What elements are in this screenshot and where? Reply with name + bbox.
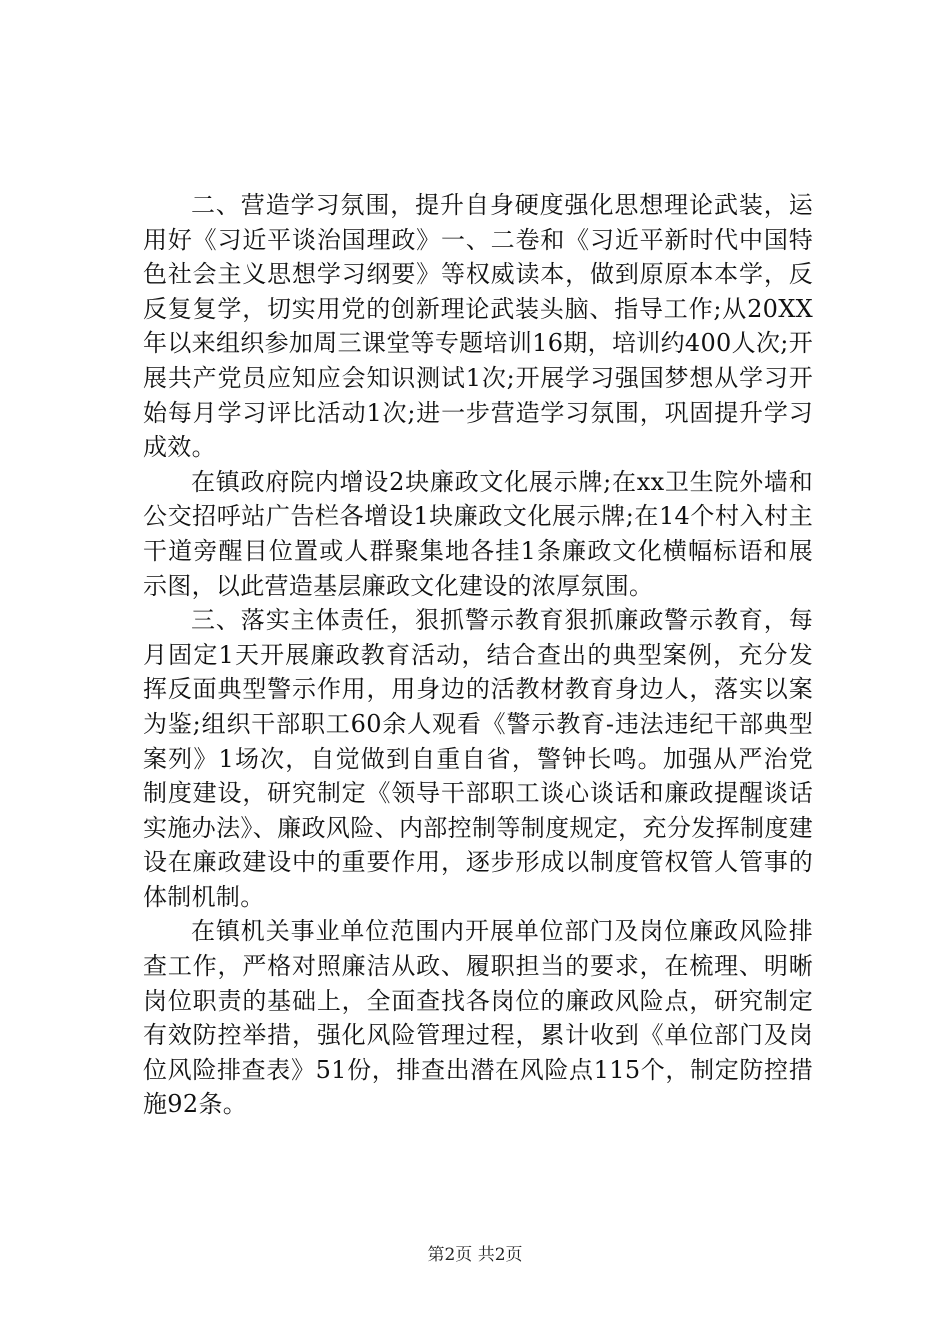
paragraph-learning-atmosphere: 二、营造学习氛围，提升自身硬度强化思想理论武装，运用好《习近平谈治国理政》一、二卷和《习近平新时代中国特色社会主义思想学习纲要》等权威读本，做到原原本本学，反反复复学，切实用党的创新理论武装头脑、指导工作;从20XX年以来组织参加周三课堂等专题培训16期，培训约400人次;开展共产党员应知应会知识测试1次;开展学习强国梦想从学习开始每月学习评比活动1次;进一步营造学习氛围，巩固提升学习成效。: [143, 191, 813, 462]
document-body: [143, 188, 813, 1122]
paragraph-culture-boards: 在镇政府院内增设2块廉政文化展示牌;在xx卫生院外墙和公交招呼站广告栏各增设1块廉政文化展示牌;在14个村入村主干道旁醒目位置或人群聚集地各挂1条廉政文化横幅标语和展示图，以此营造基层廉政文化建设的浓厚氛围。: [143, 467, 813, 600]
page-footer: 第2页 共2页: [427, 1245, 523, 1265]
paragraph-warning-education: 三、落实主体责任，狠抓警示教育狠抓廉政警示教育，每月固定1天开展廉政教育活动，结合查出的典型案例，充分发挥反面典型警示作用，用身边的活教材教育身边人，落实以案为鉴;组织干部职工60余人观看《警示教育-违法违纪干部典型案列》1场次，自觉做到自重自省，警钟长鸣。加强从严治党制度建设，研究制定《领导干部职工谈心谈话和廉政提醒谈话实施办法》、廉政风险、内部控制等制度规定，充分发挥制度建设在廉政建设中的重要作用，逐步形成以制度管权管人管事的体制机制。: [143, 606, 813, 911]
paragraph-risk-inspection: 在镇机关事业单位范围内开展单位部门及岗位廉政风险排查工作，严格对照廉洁从政、履职担当的要求，在梳理、明晰岗位职责的基础上，全面查找各岗位的廉政风险点，研究制定有效防控举措，强化风险管理过程，累计收到《单位部门及岗位风险排查表》51份，排查出潜在风险点115个，制定防控措施92条。: [143, 917, 813, 1119]
